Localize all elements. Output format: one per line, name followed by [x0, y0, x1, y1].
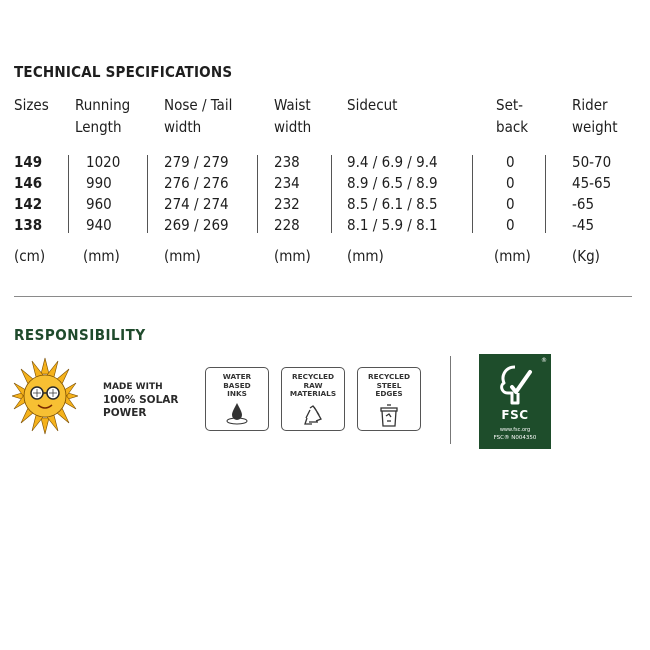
running-length-cell: 1020	[86, 153, 121, 171]
setback-cell: 0	[506, 195, 515, 213]
header-waist-width: Waist width	[274, 96, 312, 136]
waist-cell: 238	[274, 153, 300, 171]
waist-cell: 228	[274, 216, 300, 234]
water-based-inks-badge: WATER BASED INKS	[205, 367, 269, 431]
water-drop-icon	[224, 401, 250, 427]
fsc-tree-check-icon	[495, 364, 535, 406]
header-rider-weight: Rider weight	[572, 96, 618, 136]
running-length-cell: 940	[86, 216, 112, 234]
header-setback: Set- back	[496, 96, 529, 136]
rider-weight-cell: -65	[572, 195, 595, 213]
setback-cell: 0	[506, 174, 515, 192]
solar-power-text: MADE WITH 100% SOLAR POWER	[103, 382, 179, 419]
fsc-logo: ® FSC www.fsc.org FSC® N004350	[479, 354, 551, 449]
size-cell: 142	[14, 195, 43, 213]
table-row	[0, 215, 650, 236]
size-cell: 146	[14, 174, 43, 192]
setback-cell: 0	[506, 153, 515, 171]
header-sizes: Sizes	[14, 96, 49, 114]
recycle-bin-icon	[378, 404, 400, 428]
nose-tail-cell: 279 / 279	[164, 153, 229, 171]
header-sidecut: Sidecut	[347, 96, 398, 114]
responsibility-title: RESPONSIBILITY	[14, 326, 146, 344]
unit-label: (mm)	[494, 247, 531, 265]
sun-logo-icon	[12, 356, 78, 438]
running-length-cell: 990	[86, 174, 112, 192]
size-cell: 138	[14, 216, 43, 234]
recycle-icon	[301, 404, 325, 428]
nose-tail-cell: 274 / 274	[164, 195, 229, 213]
table-row	[0, 194, 650, 215]
table-row	[0, 152, 650, 173]
unit-label: (mm)	[83, 247, 120, 265]
table-row	[0, 173, 650, 194]
unit-label: (cm)	[14, 247, 46, 265]
section-divider	[14, 296, 632, 297]
header-nose-tail-width: Nose / Tail width	[164, 96, 233, 136]
running-length-cell: 960	[86, 195, 112, 213]
sidecut-cell: 8.1 / 5.9 / 8.1	[347, 216, 438, 234]
nose-tail-cell: 276 / 276	[164, 174, 229, 192]
sidecut-cell: 8.9 / 6.5 / 8.9	[347, 174, 438, 192]
unit-label: (mm)	[164, 247, 201, 265]
rider-weight-cell: 50-70	[572, 153, 612, 171]
rider-weight-cell: 45-65	[572, 174, 612, 192]
technical-specifications-title: TECHNICAL SPECIFICATIONS	[14, 63, 233, 81]
units-row	[0, 246, 650, 267]
nose-tail-cell: 269 / 269	[164, 216, 229, 234]
recycled-raw-materials-badge: RECYCLED RAW MATERIALS	[281, 367, 345, 431]
sidecut-cell: 8.5 / 6.1 / 8.5	[347, 195, 438, 213]
setback-cell: 0	[506, 216, 515, 234]
rider-weight-cell: -45	[572, 216, 595, 234]
size-cell: 149	[14, 153, 43, 171]
recycled-steel-edges-badge: RECYCLED STEEL EDGES	[357, 367, 421, 431]
unit-label: (mm)	[347, 247, 384, 265]
unit-label: (Kg)	[572, 247, 600, 265]
unit-label: (mm)	[274, 247, 311, 265]
header-running-length: Running Length	[75, 96, 131, 136]
logo-divider	[450, 356, 451, 444]
waist-cell: 232	[274, 195, 300, 213]
sidecut-cell: 9.4 / 6.9 / 9.4	[347, 153, 438, 171]
waist-cell: 234	[274, 174, 300, 192]
